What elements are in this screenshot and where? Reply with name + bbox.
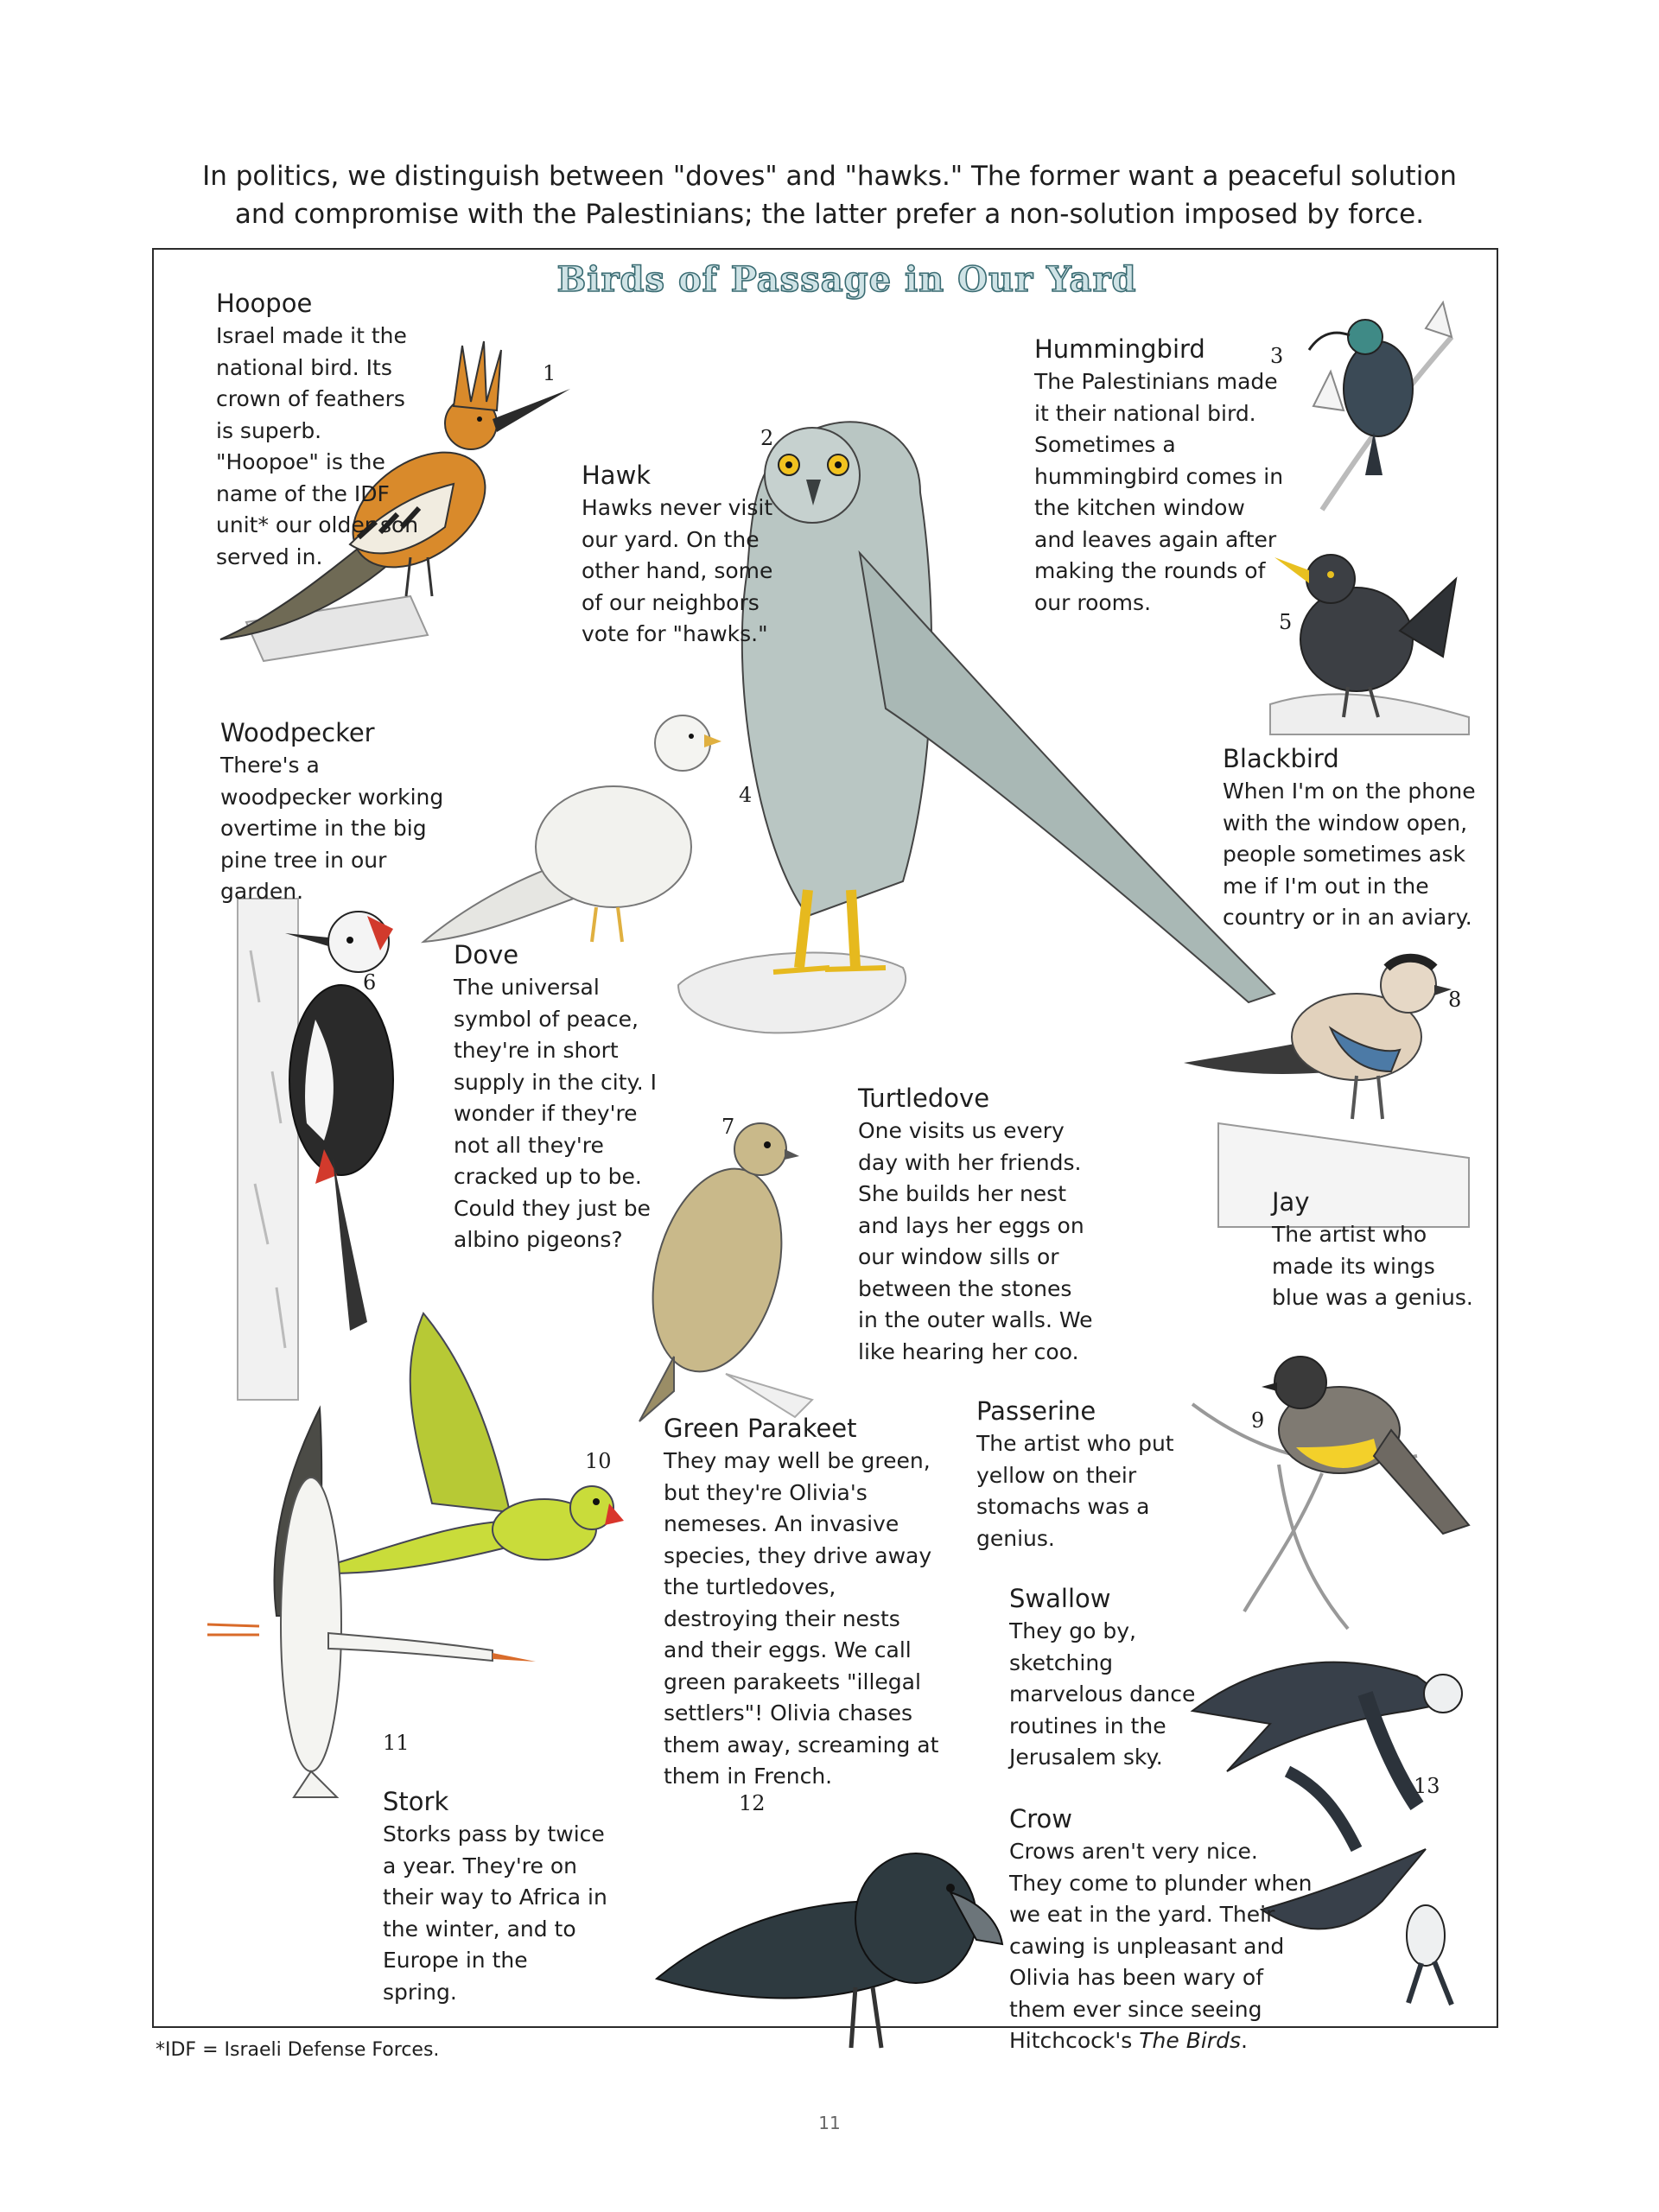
bird-number-3: 3 <box>1270 344 1284 368</box>
crow-illustration <box>657 1832 1020 2065</box>
stork-illustration <box>207 1408 536 1797</box>
bird-number-7: 7 <box>721 1115 735 1139</box>
entry-title: Green Parakeet <box>664 1414 857 1443</box>
bird-number-6: 6 <box>363 970 377 995</box>
entry-text-end: . <box>1240 2028 1248 2053</box>
intro-text: In politics, we distinguish between "doves" and "hawks." The former want a peaceful solution and compromise with the Palestinians; the latter prefer a non-solution imposed by force. <box>202 161 1457 230</box>
entry-jay <box>1272 1186 1488 1314</box>
hummingbird-illustration <box>1296 302 1469 518</box>
bird-number-12: 12 <box>739 1791 766 1815</box>
entry-title: Hummingbird <box>1034 334 1205 364</box>
entry-title: Swallow <box>1009 1584 1111 1613</box>
bird-number-9: 9 <box>1251 1408 1265 1433</box>
entry-title: Woodpecker <box>220 718 375 747</box>
film-title: The Birds <box>1139 2028 1241 2053</box>
entry-text: One visits us every day with her friends. She builds her nest and lays her eggs on our window sills or between the stones in the outer walls. We like hearing her coo. <box>858 1118 1093 1364</box>
entry-text <box>1009 1836 1316 2057</box>
entry-text: Hawks never visit our yard. On the other hand, some of our neighbors vote for "hawks." <box>582 495 773 646</box>
entry-text: The Palestinians made it their national bird. Sometimes a hummingbird comes in the kitchen window and leaves again after making the rounds of our rooms. <box>1034 369 1284 615</box>
entry-turtledove <box>858 1083 1096 1368</box>
entry-text: Israel made it the national bird. Its crown of feathers is superb. "Hoopoe" is the name of the IDF unit* our older son served in. <box>216 323 419 569</box>
bird-number-11: 11 <box>383 1731 410 1755</box>
entry-passerine <box>976 1395 1201 1554</box>
entry-text: The universal symbol of peace, they're in short supply in the city. I wonder if they're not all they're cracked up to be. Could they just be albino pigeons? <box>454 975 657 1252</box>
dove-illustration <box>423 691 734 950</box>
bird-number-13: 13 <box>1414 1774 1440 1798</box>
entry-swallow <box>1009 1583 1225 1774</box>
entry-hummingbird <box>1034 334 1285 619</box>
entry-text: Storks pass by twice a year. They're on their way to Africa in the winter, and to Europe in the spring. <box>383 1821 607 2005</box>
entry-text-main: Crows aren't very nice. They come to plunder when we eat in the yard. Their cawing is unpleasant and Olivia has been wary of them ever since seeing Hitchcock's <box>1009 1839 1313 2053</box>
entry-title: Dove <box>454 940 519 969</box>
page-number: 11 <box>818 2113 841 2133</box>
entry-stork <box>383 1786 607 2008</box>
entry-title: Crow <box>1009 1804 1072 1834</box>
entry-text: When I'm on the phone with the window open, people sometimes ask me if I'm out in the country or in an aviary. <box>1223 779 1476 930</box>
bird-number-5: 5 <box>1279 610 1293 634</box>
entry-title: Passerine <box>976 1396 1096 1426</box>
entry-title: Hawk <box>582 461 652 490</box>
bird-number-1: 1 <box>543 361 556 385</box>
entry-blackbird <box>1223 743 1503 934</box>
footnote: *IDF = Israeli Defense Forces. <box>156 2039 440 2061</box>
entry-crow <box>1009 1803 1316 2057</box>
entry-title: Hoopoe <box>216 289 313 318</box>
bird-number-10: 10 <box>585 1449 612 1473</box>
bird-number-8: 8 <box>1448 988 1462 1012</box>
entry-text: They go by, sketching marvelous dance routines in the Jerusalem sky. <box>1009 1618 1196 1770</box>
jay-illustration <box>1184 950 1469 1227</box>
entry-hawk <box>582 460 793 651</box>
entry-text: They may well be green, but they're Olivia's nemeses. An invasive species, they drive away the turtledoves, destroying their nests and their eggs. We call green parakeets "illegal settlers"! Olivia chases them away, screaming at them in French. <box>664 1448 939 1789</box>
entry-woodpecker <box>220 717 449 908</box>
entry-title: Stork <box>383 1787 449 1816</box>
entry-text: There's a woodpecker working overtime in the big pine tree in our garden. <box>220 753 444 904</box>
panel-title: Birds of Passage in Our Yard <box>556 259 1137 300</box>
passerine-illustration <box>1192 1352 1478 1629</box>
entry-parakeet <box>664 1413 944 1793</box>
entry-dove <box>454 939 665 1256</box>
bird-number-2: 2 <box>760 426 774 450</box>
entry-text: The artist who put yellow on their stomachs was a genius. <box>976 1431 1174 1551</box>
entry-text: The artist who made its wings blue was a genius. <box>1272 1222 1473 1310</box>
entry-title: Jay <box>1272 1187 1310 1217</box>
entry-title: Turtledove <box>858 1084 990 1113</box>
entry-title: Blackbird <box>1223 744 1339 773</box>
bird-number-4: 4 <box>739 783 753 807</box>
blackbird-illustration <box>1270 544 1469 734</box>
entry-hoopoe <box>216 288 428 573</box>
